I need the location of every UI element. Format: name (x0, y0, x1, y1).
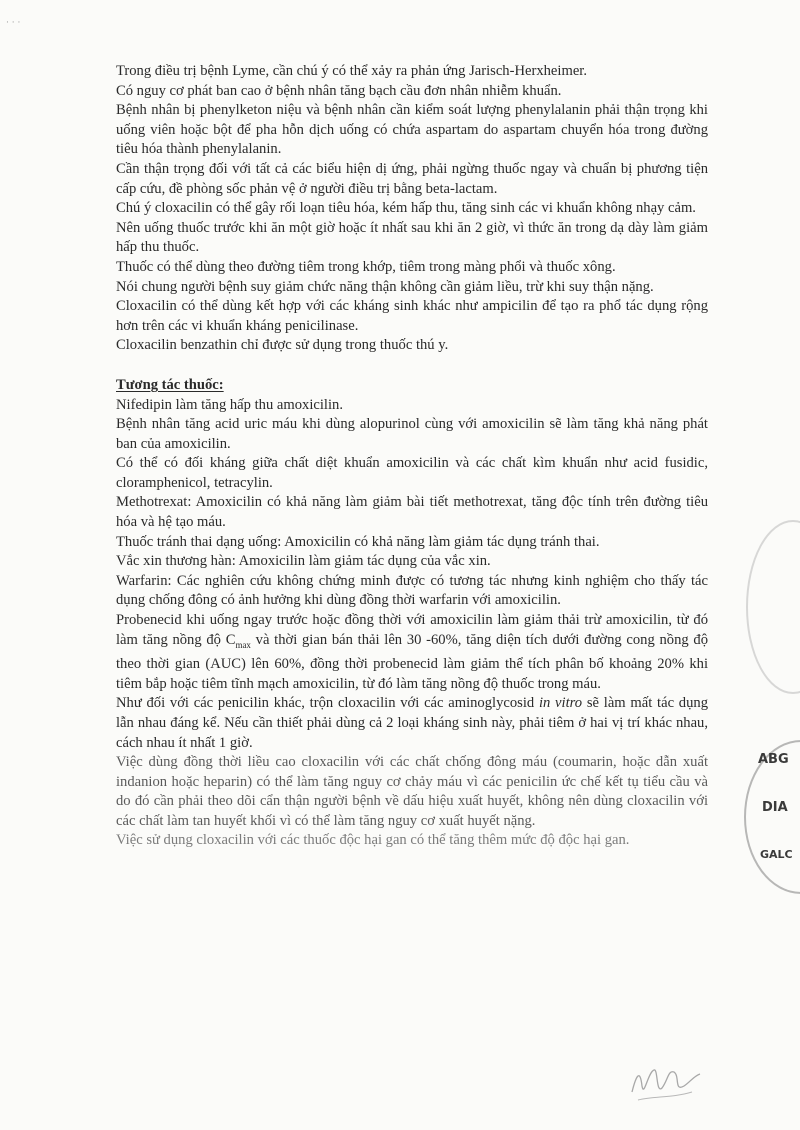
subscript: max (235, 639, 251, 650)
interaction-item: Có thể có đối kháng giữa chất diệt khuẩn amoxicilin và các chất kìm khuẩn như acid fusidic, cloramphenicol, tetracylin. (116, 455, 708, 491)
text-span: Như đối với các penicilin khác, trộn cloxacilin với các aminoglycosid (116, 695, 539, 712)
interaction-item-probenecid (116, 611, 708, 694)
signature-icon (628, 1058, 708, 1113)
stamp-fragment: DIA (762, 800, 788, 815)
text-span: sẽ làm mất tác dụng lẫn nhau đáng kể. Nếu cần thiết phải dùng cả 2 loại kháng sinh này, phải tiêm ở hai vị trí khác nhau, cách nhau ít nhất 1 giờ. (116, 695, 708, 751)
interaction-item: Methotrexat: Amoxicilin có khả năng làm giảm bài tiết methotrexat, tăng độc tính trên đường tiêu hóa và hệ tạo máu. (116, 494, 708, 531)
paragraph: Cloxacilin có thể dùng kết hợp với các kháng sinh khác như ampicilin để tạo ra phổ tác dụng rộng hơn trên các vi khuẩn kháng penicilinase. (116, 298, 708, 334)
paragraph: Thuốc có thể dùng theo đường tiêm trong khớp, tiêm trong màng phổi và thuốc xông. (116, 258, 616, 275)
text-span: và thời gian bán thải lên 30 -60%, tăng diện tích dưới đường cong nồng độ theo thời gian (AUC) lên 60%, đồng thời probenecid làm giảm thể tích phân bố khoảng 20% khi tiêm bắp hoặc tiêm tĩnh mạch amoxicilin, từ đó làm tăng nồng độ thuốc trong máu. (116, 631, 708, 692)
interaction-item: Vắc xin thương hàn: Amoxicilin làm giảm tác dụng của vắc xin. (116, 553, 491, 570)
document-body (116, 62, 708, 851)
interaction-item: Thuốc tránh thai dạng uống: Amoxicilin có khả năng làm giảm tác dụng tránh thai. (116, 533, 600, 550)
interaction-item-aminoglycosid (116, 694, 708, 753)
paragraph: Nên uống thuốc trước khi ăn một giờ hoặc ít nhất sau khi ăn 2 giờ, vì thức ăn trong dạ dày làm giảm hấp thu thuốc. (116, 219, 708, 256)
stamp-outline (746, 520, 800, 694)
paragraph: Nói chung người bệnh suy giảm chức năng thận không cần giảm liều, trừ khi suy thận nặng. (116, 278, 654, 295)
interaction-item: Warfarin: Các nghiên cứu không chứng minh được có tương tác nhưng kinh nghiệm cho thấy tác dụng chống đông có ảnh hưởng khi dùng đồng thời warfarin với amoxicilin. (116, 572, 708, 609)
interaction-item: Bệnh nhân tăng acid uric máu khi dùng alopurinol cùng với amoxicilin sẽ làm tăng khả năng phát ban của amoxicilin. (116, 416, 708, 452)
text-span: Probenecid khi uống ngay trước hoặc đồng thời với amoxicilin làm giảm thải trừ amoxicilin, từ đó làm tăng nồng độ C (116, 612, 708, 648)
interaction-item: Nifedipin làm tăng hấp thu amoxicilin. (116, 396, 343, 413)
paragraph: Cloxacilin benzathin chỉ được sử dụng trong thuốc thú y. (116, 337, 449, 354)
italic-text: in vitro (538, 695, 583, 712)
stamp-fragment: ABG (758, 752, 789, 767)
scan-artifact: · · · (6, 18, 21, 28)
paragraph: Bệnh nhân bị phenylketon niệu và bệnh nhân cần kiểm soát lượng phenylalanin phải thận trọng khi uống viên hoặc bột để pha hỗn dịch uống có chứa aspartam do aspartam chuyển hóa trong đường tiêu hóa thành phenylalanin. (116, 102, 708, 158)
paragraph: Trong điều trị bệnh Lyme, cần chú ý có thể xảy ra phản ứng Jarisch-Herxheimer. (116, 63, 587, 79)
interaction-item: Việc sử dụng cloxacilin với các thuốc độc hại gan có thể tăng thêm mức độ độc hại gan. (116, 832, 630, 849)
paragraph: Chú ý cloxacilin có thể gây rối loạn tiêu hóa, kém hấp thu, tăng sinh các vi khuẩn không nhạy cảm. (116, 200, 696, 217)
paragraph: Có nguy cơ phát ban cao ở bệnh nhân tăng bạch cầu đơn nhân nhiễm khuẩn. (116, 82, 562, 99)
section-heading: Tương tác thuốc: (116, 376, 224, 393)
paragraph: Cần thận trọng đối với tất cả các biểu hiện dị ứng, phải ngừng thuốc ngay và chuẩn bị phương tiện cấp cứu, đề phòng sốc phản vệ ở người điều trị bằng beta-lactam. (116, 160, 708, 197)
stamp-fragment: GALC (760, 848, 793, 861)
interaction-item: Việc dùng đồng thời liều cao cloxacilin với các chất chống đông máu (coumarin, hoặc dẫn xuất indanion hoặc heparin) có thể làm tăng nguy cơ chảy máu vì các penicilin ức chế kết tụ tiểu cầu và do đó cần phải theo dõi cẩn thận người bệnh về dấu hiệu xuất huyết, không nên dùng cloxacilin với các chất làm tan huyết khối vì có thể làm tăng nguy cơ xuất huyết nặng. (116, 754, 708, 829)
